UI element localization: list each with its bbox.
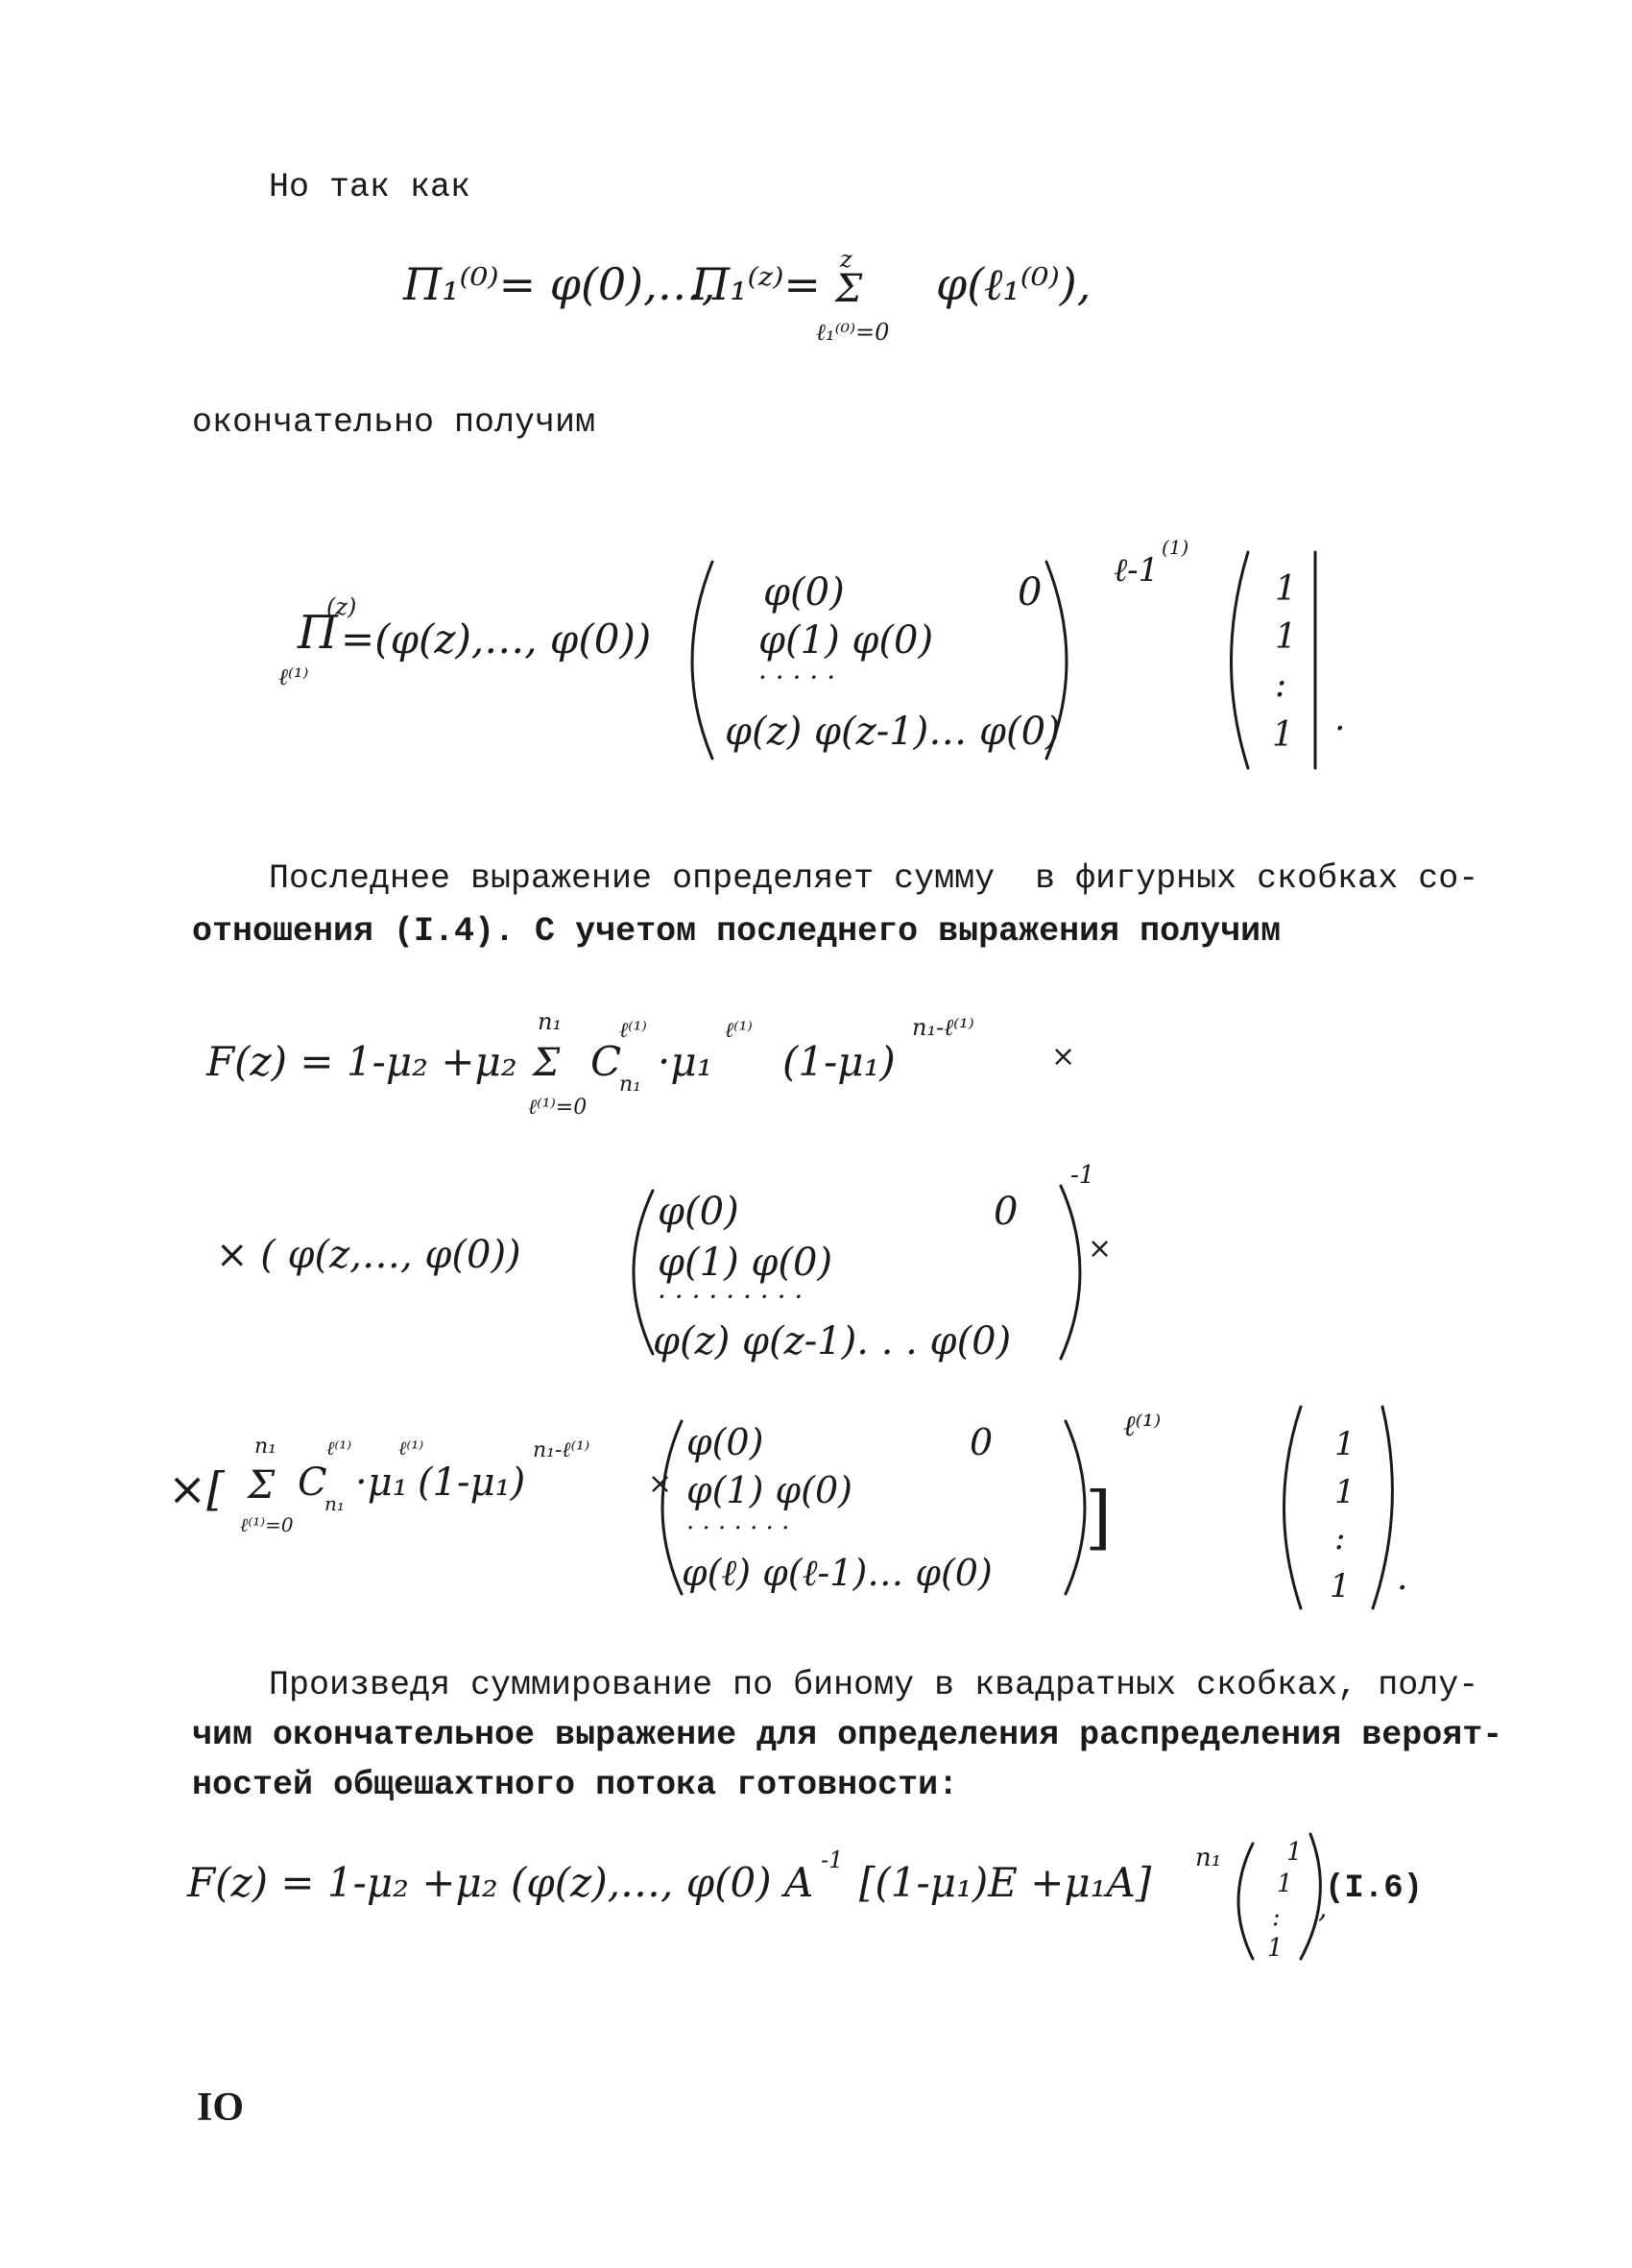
eq6-vector-dots: : (1272, 1903, 1281, 1932)
eq5-matrix-r1b: 0 (970, 1421, 994, 1463)
eq3-times: × (1051, 1040, 1076, 1074)
eq5-sum-top: n₁ (254, 1435, 276, 1459)
eq4-power: -1 (1070, 1161, 1095, 1190)
eq5-mid: ·μ₁ (355, 1460, 408, 1505)
eq3-body-sup: ℓ⁽¹⁾ (619, 1019, 647, 1043)
eq3-tail: (1-μ₁) (782, 1038, 896, 1085)
eq1-part1: Π₁⁽⁰⁾= φ(0),…, (403, 258, 716, 310)
eq5-matrix-r2: φ(1) φ(0) (686, 1469, 852, 1511)
eq5-sum-sign: Σ (248, 1463, 276, 1508)
eq5-body-sub: n₁ (324, 1492, 345, 1515)
page-number: IO (197, 2086, 245, 2130)
equation-5 (163, 1397, 1430, 1618)
eq4-matrix-r1a: φ(0) (658, 1190, 739, 1234)
eq2-vector-last: 1 (1272, 715, 1294, 755)
eq2-power-top: (1) (1162, 536, 1189, 559)
eq2-vector-2: 1 (1275, 617, 1297, 657)
eq5-times: × (648, 1467, 673, 1501)
eq3-body-sub: n₁ (619, 1073, 641, 1097)
intro-text: Но так как (269, 168, 471, 206)
eq4-lead: × ( φ(z,…, φ(0)) (216, 1233, 521, 1277)
eq2-matrix-r1a: φ(0) (763, 570, 845, 615)
eq2-matrix-r1b: 0 (1018, 570, 1043, 615)
eq5-matrix-r3: φ(ℓ) φ(ℓ-1)… φ(0) (682, 1552, 993, 1594)
paragraph2-line1: Произведя суммирование по биному в квадратных скобках, полу- (269, 1666, 1479, 1704)
eq6-vector-1: 1 (1286, 1838, 1303, 1867)
paragraph2-line3: ностей общешахтного потока готовности: (192, 1766, 959, 1804)
eq3-mid-sup: ℓ⁽¹⁾ (725, 1019, 753, 1043)
eq5-matrix-right-paren (1066, 1421, 1085, 1594)
eq1-part3: φ(ℓ₁⁽⁰⁾), (936, 258, 1092, 310)
eq2-matrix-dots: · · · · · (758, 662, 836, 693)
eq5-close: ] (1085, 1477, 1113, 1557)
eq2-lhs: Π (298, 606, 338, 660)
eq5-body: C (298, 1460, 327, 1505)
eq6-end: , (1318, 1892, 1328, 1925)
equation-3 (206, 999, 1166, 1143)
eq2-end: . (1334, 699, 1346, 738)
eq5-vector-dots: : (1334, 1519, 1346, 1557)
eq2-matrix-r2: φ(1) φ(0) (758, 618, 934, 663)
eq2-matrix-left-paren (692, 562, 712, 759)
equation-4 (206, 1162, 1166, 1373)
eq5-sum-bottom: ℓ⁽¹⁾=0 (240, 1513, 294, 1536)
paragraph2-line2: чим окончательное выражение для определения распределения вероят- (192, 1716, 1503, 1754)
eq5-lead: ×[ (168, 1462, 225, 1516)
eq3-mid: ·μ₁ (658, 1038, 713, 1085)
eq2-row-vector: =(φ(z),…, φ(0)) (341, 615, 652, 663)
equation-number: (I.6) (1325, 1870, 1424, 1907)
eq2-vector-left-paren (1232, 552, 1249, 768)
equation-1 (403, 240, 1152, 374)
eq1-sum-sign: Σ (835, 267, 863, 311)
eq5-tail: (1-μ₁) (418, 1460, 526, 1505)
eq2-vector-1: 1 (1275, 569, 1297, 609)
eq4-matrix-r3: φ(z) φ(z-1). . . φ(0) (653, 1319, 1012, 1363)
eq5-matrix-dots: · · · · · · · (686, 1514, 790, 1543)
eq2-matrix-r3: φ(z) φ(z-1)… φ(0) (725, 710, 1061, 754)
equation-6 (187, 1820, 1483, 1964)
conclude-text: окончательно получим (192, 403, 596, 442)
eq3-lhs: F(z) = 1-μ₂ +μ₂ (206, 1038, 517, 1085)
eq5-matrix-left-paren (662, 1421, 682, 1594)
paragraph1-line1: Последнее выражение определяет сумму в фигурных скобках со- (269, 859, 1479, 898)
eq1-sum-top: z (840, 246, 852, 273)
eq4-matrix-right-paren (1061, 1186, 1080, 1359)
eq6-bracket: [(1-μ₁)E +μ₁A] (859, 1859, 1152, 1906)
eq4-matrix-dots: · · · · · · · · · (658, 1281, 804, 1313)
eq6-vector-last: 1 (1267, 1934, 1284, 1963)
eq5-tail-sup: n₁-ℓ⁽¹⁾ (533, 1438, 590, 1462)
eq2-lhs-sup: (z) (326, 593, 357, 620)
eq3-body: C (590, 1038, 622, 1085)
paragraph1-line2: отношения (I.4). С учетом последнего выражения получим (192, 912, 1282, 951)
eq4-matrix-r1b: 0 (994, 1190, 1019, 1234)
eq5-vector-2: 1 (1334, 1473, 1356, 1511)
eq5-vector-1: 1 (1334, 1425, 1356, 1463)
eq5-end: . (1397, 1558, 1408, 1598)
equation-2 (269, 533, 1373, 773)
eq6-vector-left-paren (1238, 1844, 1253, 1959)
eq3-sum-sign: Σ (533, 1041, 561, 1085)
eq5-vector-right-paren (1373, 1407, 1392, 1608)
eq5-mid-sup: ℓ⁽¹⁾ (398, 1436, 424, 1460)
eq5-power: ℓ⁽¹⁾ (1123, 1410, 1162, 1443)
eq1-part2: Π₁⁽ᶻ⁾= (691, 258, 821, 310)
eq4-matrix-r2: φ(1) φ(0) (658, 1241, 833, 1285)
eq1-sum-bottom: ℓ₁⁽⁰⁾=0 (816, 319, 890, 346)
eq5-body-sup: ℓ⁽¹⁾ (326, 1436, 352, 1460)
eq6-lhs: F(z) = 1-μ₂ +μ₂ (φ(z),…, φ(0) A (187, 1859, 814, 1906)
eq2-lhs-sub: ℓ⁽¹⁾ (278, 664, 309, 690)
eq3-tail-sup: n₁-ℓ⁽¹⁾ (912, 1014, 974, 1041)
eq4-matrix-left-paren (634, 1191, 653, 1354)
eq2-power: ℓ-1 (1114, 551, 1160, 590)
eq2-vector-dots: : (1275, 665, 1287, 705)
eq5-vector-left-paren (1284, 1407, 1302, 1608)
eq4-times: × (1088, 1232, 1113, 1266)
eq3-sum-top: n₁ (538, 1008, 563, 1035)
eq6-inv: -1 (821, 1846, 844, 1873)
eq5-vector-last: 1 (1330, 1567, 1351, 1605)
eq3-sum-bottom: ℓ⁽¹⁾=0 (528, 1096, 588, 1120)
eq5-matrix-r1a: φ(0) (686, 1421, 764, 1463)
eq6-power: n₁ (1195, 1844, 1222, 1872)
eq6-vector-2: 1 (1277, 1870, 1293, 1898)
